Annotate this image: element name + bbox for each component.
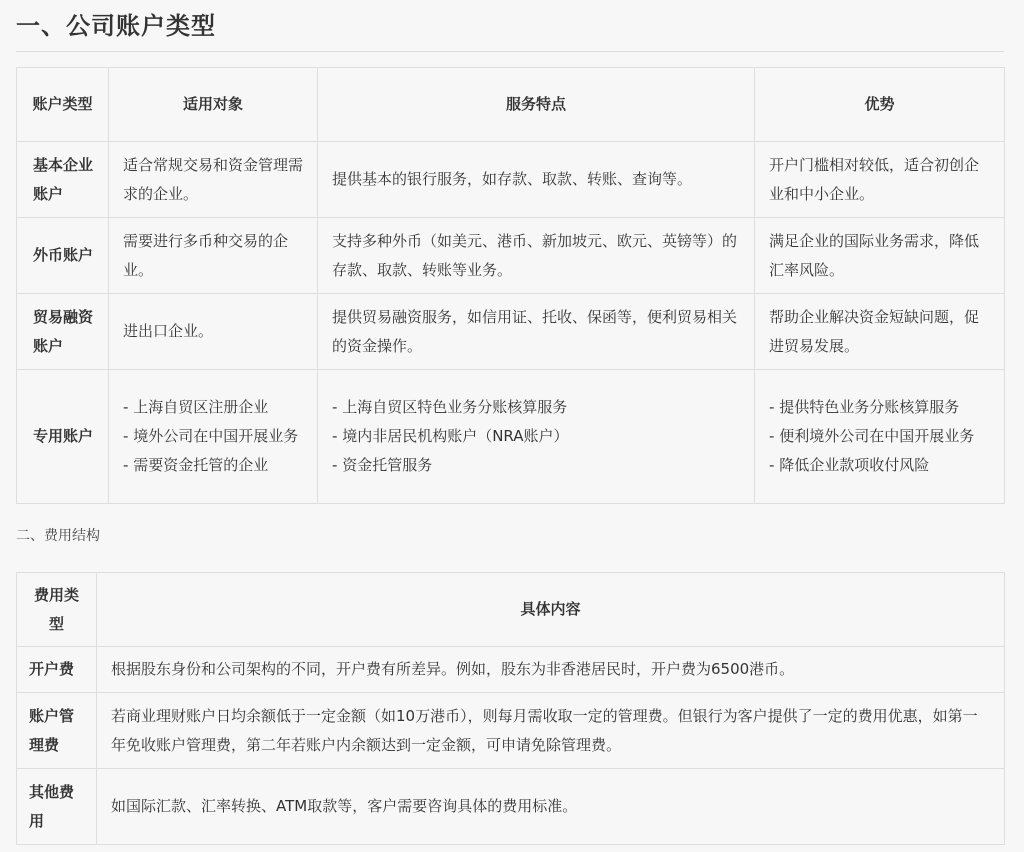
header-service: 服务特点 [318,68,755,142]
advantage-cell: 开户门槛相对较低，适合初创企业和中小企业。 [755,142,1005,218]
list-item: - 便利境外公司在中国开展业务 [769,422,990,451]
list-item: - 降低企业款项收付风险 [769,451,990,480]
table-row [17,769,1005,845]
header-advantage: 优势 [755,68,1005,142]
header-fee-type: 费用类型 [17,573,97,647]
fee-type-cell: 其他费用 [17,769,97,845]
advantage-cell: 满足企业的国际业务需求，降低汇率风险。 [755,218,1005,294]
service-cell: 支持多种外币（如美元、港币、新加坡元、欧元、英镑等）的存款、取款、转账等业务。 [318,218,755,294]
target-list [123,393,303,480]
account-types-table [16,67,1005,504]
target-cell: 进出口企业。 [109,294,318,370]
header-account-type: 账户类型 [17,68,109,142]
advantage-cell [755,370,1005,504]
target-cell: 需要进行多币种交易的企业。 [109,218,318,294]
section-1-title: 一、公司账户类型 [16,12,216,40]
list-item: - 资金托管服务 [332,451,740,480]
table-row [17,294,1005,370]
fee-type-cell: 账户管理费 [17,693,97,769]
table-header-row [17,68,1005,142]
fee-content-cell: 根据股东身份和公司架构的不同，开户费有所差异。例如，股东为非香港居民时，开户费为6500港币。 [97,647,1005,693]
fee-type-cell: 开户费 [17,647,97,693]
list-item: - 提供特色业务分账核算服务 [769,393,990,422]
table-row [17,693,1005,769]
fee-content-cell: 若商业理财账户日均余额低于一定金额（如10万港币），则每月需收取一定的管理费。但银行为客户提供了一定的费用优惠，如第一年免收账户管理费，第二年若账户内余额达到一定金额，可申请免除管理费。 [97,693,1005,769]
header-target: 适用对象 [109,68,318,142]
table-row [17,218,1005,294]
list-item: - 境内非居民机构账户（NRA账户） [332,422,740,451]
target-cell: 适合常规交易和资金管理需求的企业。 [109,142,318,218]
target-cell [109,370,318,504]
advantage-cell: 帮助企业解决资金短缺问题，促进贸易发展。 [755,294,1005,370]
list-item: - 需要资金托管的企业 [123,451,303,480]
header-content: 具体内容 [97,573,1005,647]
advantage-list [769,393,990,480]
account-type-cell: 外币账户 [17,218,109,294]
service-list [332,393,740,480]
account-type-cell: 贸易融资账户 [17,294,109,370]
title-divider [16,51,1004,52]
table-row [17,647,1005,693]
list-item: - 境外公司在中国开展业务 [123,422,303,451]
service-cell [318,370,755,504]
account-type-cell: 基本企业账户 [17,142,109,218]
table-row [17,142,1005,218]
list-item: - 上海自贸区特色业务分账核算服务 [332,393,740,422]
service-cell: 提供贸易融资服务，如信用证、托收、保函等，便利贸易相关的资金操作。 [318,294,755,370]
service-cell: 提供基本的银行服务，如存款、取款、转账、查询等。 [318,142,755,218]
section-2-title: 二、费用结构 [16,528,100,544]
list-item: - 上海自贸区注册企业 [123,393,303,422]
account-type-cell: 专用账户 [17,370,109,504]
table-row [17,370,1005,504]
table-header-row [17,573,1005,647]
fee-content-cell: 如国际汇款、汇率转换、ATM取款等，客户需要咨询具体的费用标准。 [97,769,1005,845]
fee-structure-table [16,572,1005,845]
